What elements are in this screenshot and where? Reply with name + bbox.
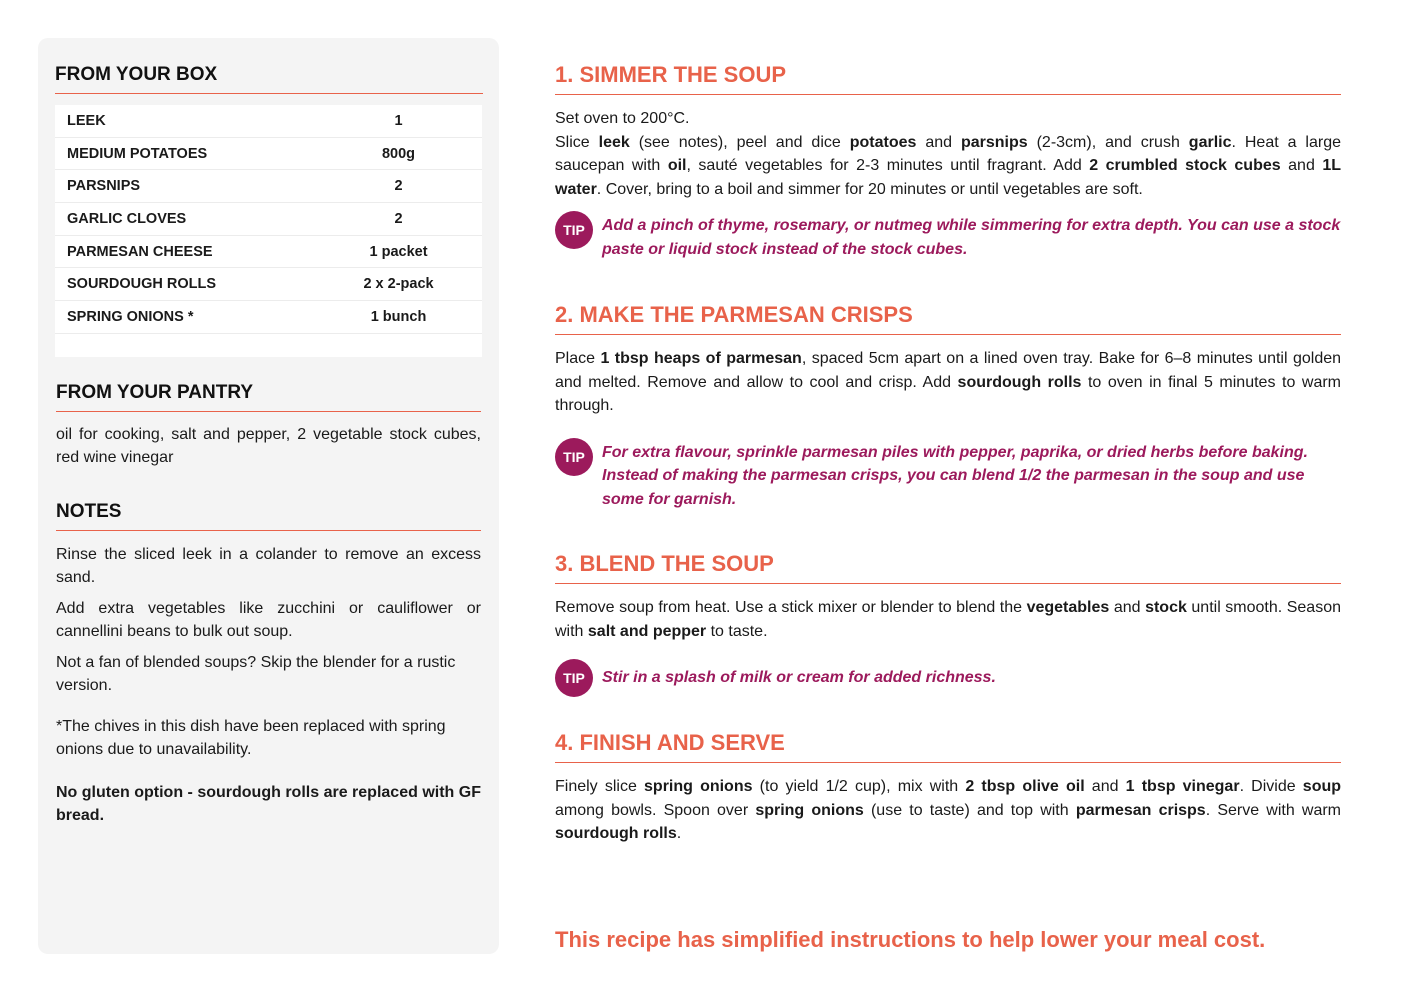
ingredients-panel: [38, 38, 499, 954]
ingredient-row: [55, 138, 482, 171]
ingredient-name: LEEK: [67, 112, 106, 129]
ingredient-row: [55, 268, 482, 301]
note-item-gluten-free: No gluten option - sourdough rolls are replaced with GF bread.: [56, 784, 481, 824]
note-item: Rinse the sliced leek in a colander to remove an excess sand.: [56, 546, 481, 586]
ingredients-table: [55, 105, 482, 357]
ingredient-name: PARSNIPS: [67, 178, 141, 195]
tip-text: Stir in a splash of milk or cream for added richness.: [602, 669, 996, 686]
step-title: 4. FINISH AND SERVE: [555, 730, 1341, 763]
tip: [555, 438, 1341, 512]
ingredient-quantity: 2: [394, 210, 403, 227]
note-item: Not a fan of blended soups? Skip the blender for a rustic version.: [56, 654, 456, 694]
tip-text: Add a pinch of thyme, rosemary, or nutmeg while simmering for extra depth. You can use a stock paste or liquid stock instead of the stock cubes.: [602, 217, 1341, 258]
pantry-items: oil for cooking, salt and pepper, 2 vegetable stock cubes, red wine vinegar: [56, 426, 481, 466]
step-title: 2. MAKE THE PARMESAN CRISPS: [555, 302, 1341, 335]
tip-badge: TIP: [555, 659, 593, 697]
step-text: Finely slice spring onions (to yield 1/2 cup), mix with 2 tbsp olive oil and 1 tbsp vinegar. Divide soup among bowls. Spoon over spring onions (use to taste) and top with parmesan crisps. Serve with warm sourdough rolls.: [555, 778, 1342, 842]
tip: [555, 659, 1341, 697]
ingredient-quantity: 800g: [381, 145, 416, 162]
ingredient-name: SOURDOUGH ROLLS: [67, 276, 217, 293]
ingredient-row: [55, 170, 482, 203]
notes-heading: NOTES: [56, 501, 481, 531]
step-title: 3. BLEND THE SOUP: [555, 551, 1341, 584]
ingredient-quantity: 1 bunch: [370, 308, 427, 325]
ingredient-quantity: 2 x 2-pack: [363, 276, 434, 293]
ingredient-row: [55, 105, 482, 138]
ingredient-quantity: 1 packet: [369, 243, 428, 260]
step-text: Place 1 tbsp heaps of parmesan, spaced 5cm apart on a lined oven tray. Bake for 6–8 minutes until golden and melted. Remove and allow to cool and crisp. Add sourdough rolls to oven in final 5 minutes to warm through.: [555, 350, 1342, 414]
note-item: *The chives in this dish have been replaced with spring onions due to unavailability.: [56, 718, 446, 758]
ingredient-row: [55, 301, 482, 334]
step-text: Set oven to 200°C. Slice leek (see notes), peel and dice potatoes and parsnips (2-3cm), and crush garlic. Heat a large saucepan with oil, sauté vegetables for 2-3 minutes until fragrant. Add 2 crumbled stock cubes and 1L water. Cover, bring to a boil and simmer for 20 minutes or until vegetables are soft.: [555, 110, 1342, 198]
ingredient-row: [55, 236, 482, 269]
notes-list: [56, 543, 481, 835]
tip-text: For extra flavour, sprinkle parmesan piles with pepper, paprika, or dried herbs before baking. Instead of making the parmesan crisps, you can blend 1/2 the parmesan in the soup and use some for garnish.: [602, 443, 1308, 508]
ingredient-quantity: 2: [394, 178, 403, 195]
step-3: [555, 551, 1341, 697]
ingredient-name: MEDIUM POTATOES: [67, 145, 208, 162]
ingredient-name: SPRING ONIONS *: [67, 308, 194, 325]
step-2: [555, 302, 1341, 511]
note-item: Add extra vegetables like zucchini or cauliflower or cannellini beans to bulk out soup.: [56, 600, 481, 640]
ingredient-name: GARLIC CLOVES: [67, 210, 187, 227]
footer-note: This recipe has simplified instructions to help lower your meal cost.: [555, 927, 1266, 952]
step-text: Remove soup from heat. Use a stick mixer or blender to blend the vegetables and stock until smooth. Season with salt and pepper to taste.: [555, 599, 1341, 640]
tip: [555, 211, 1341, 261]
ingredient-quantity: 1: [394, 112, 403, 129]
step-4: [555, 730, 1341, 846]
ingredient-name: PARMESAN CHEESE: [67, 243, 213, 260]
ingredient-row: [55, 203, 482, 236]
from-your-pantry-heading: FROM YOUR PANTRY: [56, 382, 481, 412]
tip-badge: TIP: [555, 438, 593, 476]
step-1: [555, 62, 1341, 261]
tip-badge: TIP: [555, 211, 593, 249]
from-your-box-heading: FROM YOUR BOX: [55, 64, 483, 94]
step-title: 1. SIMMER THE SOUP: [555, 62, 1341, 95]
